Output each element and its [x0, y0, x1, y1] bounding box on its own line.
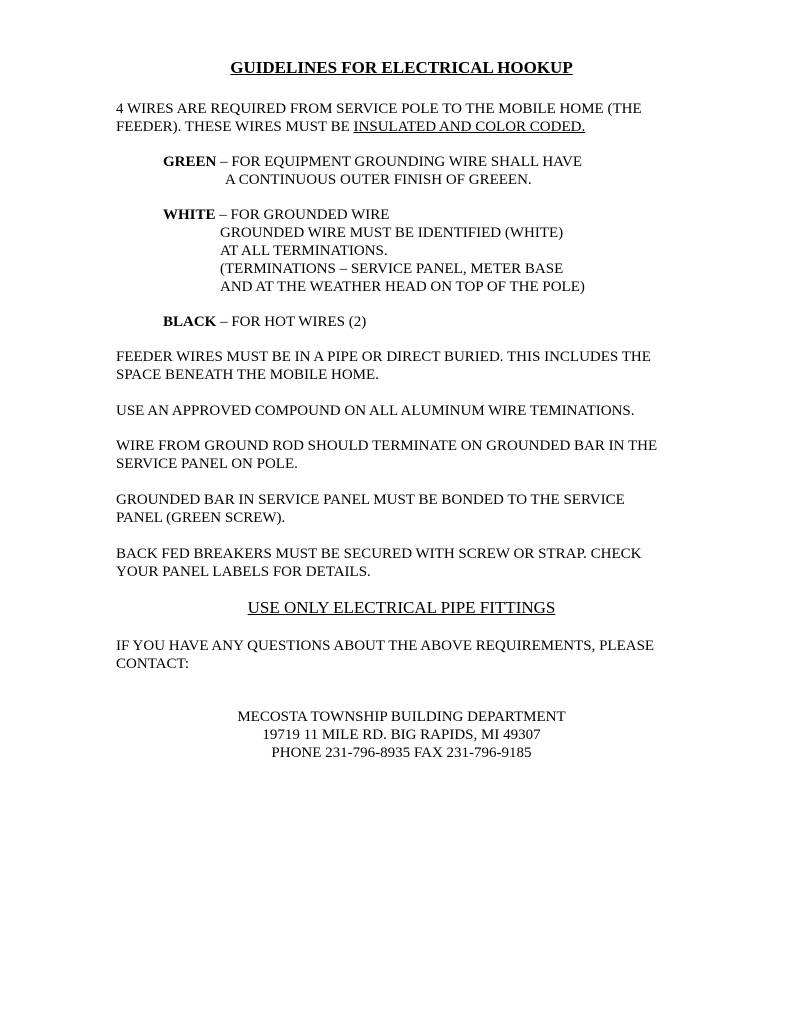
fittings-heading: USE ONLY ELECTRICAL PIPE FITTINGS	[247, 598, 556, 617]
intro-line-1: 4 WIRES ARE REQUIRED FROM SERVICE POLE TO THE MOBILE HOME (THE	[116, 101, 642, 117]
document-title: GUIDELINES FOR ELECTRICAL HOOKUP	[230, 58, 573, 77]
compound-line-1: USE AN APPROVED COMPOUND ON ALL ALUMINUM WIRE TEMINATIONS.	[116, 403, 635, 419]
black-label: BLACK	[163, 314, 217, 330]
white-line-1	[163, 206, 389, 224]
insulated-color-coded-emphasis: INSULATED AND COLOR CODED.	[353, 119, 586, 135]
questions-line-1: IF YOU HAVE ANY QUESTIONS ABOUT THE ABOVE REQUIREMENTS, PLEASE	[116, 638, 655, 654]
green-line-2: A CONTINUOUS OUTER FINISH OF GREEEN.	[225, 172, 532, 188]
contact-phone-fax: PHONE 231-796-8935 FAX 231-796-9185	[271, 745, 532, 761]
black-description: – FOR HOT WIRES (2)	[216, 314, 367, 330]
grounded-bar-line-1: GROUNDED BAR IN SERVICE PANEL MUST BE BONDED TO THE SERVICE	[116, 492, 625, 508]
green-description: – FOR EQUIPMENT GROUNDING WIRE SHALL HAVE	[216, 154, 583, 170]
white-line-5: AND AT THE WEATHER HEAD ON TOP OF THE POLE)	[220, 279, 585, 295]
contact-department-name: MECOSTA TOWNSHIP BUILDING DEPARTMENT	[237, 709, 566, 725]
feeder-line-2: SPACE BENEATH THE MOBILE HOME.	[116, 367, 379, 383]
white-line-3: AT ALL TERMINATIONS.	[220, 243, 388, 259]
black-line-1	[163, 313, 366, 331]
ground-rod-line-2: SERVICE PANEL ON POLE.	[116, 456, 298, 472]
breakers-line-1: BACK FED BREAKERS MUST BE SECURED WITH SCREW OR STRAP. CHECK	[116, 546, 642, 562]
white-line-2: GROUNDED WIRE MUST BE IDENTIFIED (WHITE)	[220, 225, 564, 241]
green-label: GREEN	[163, 154, 217, 170]
intro-line-2	[116, 118, 585, 136]
white-line-4: (TERMINATIONS – SERVICE PANEL, METER BASE	[220, 261, 564, 277]
intro-line-2-text: FEEDER). THESE WIRES MUST BE	[116, 119, 354, 135]
grounded-bar-line-2: PANEL (GREEN SCREW).	[116, 510, 286, 526]
white-description: – FOR GROUNDED WIRE	[215, 207, 390, 223]
breakers-line-2: YOUR PANEL LABELS FOR DETAILS.	[116, 564, 371, 580]
contact-address: 19719 11 MILE RD. BIG RAPIDS, MI 49307	[262, 727, 541, 743]
feeder-line-1: FEEDER WIRES MUST BE IN A PIPE OR DIRECT BURIED. THIS INCLUDES THE	[116, 349, 651, 365]
ground-rod-line-1: WIRE FROM GROUND ROD SHOULD TERMINATE ON GROUNDED BAR IN THE	[116, 438, 658, 454]
questions-line-2: CONTACT:	[116, 656, 190, 672]
white-label: WHITE	[163, 207, 216, 223]
green-line-1	[163, 153, 582, 171]
